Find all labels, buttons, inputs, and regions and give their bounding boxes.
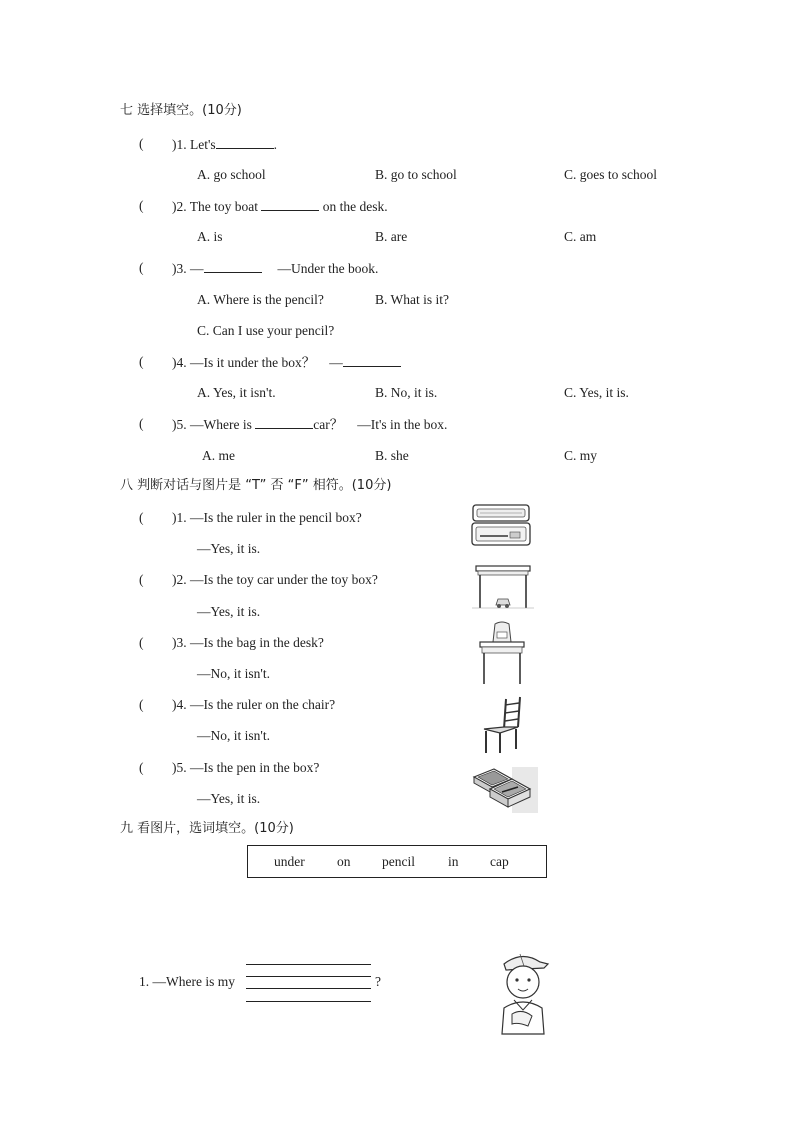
word-bank-item: cap — [490, 854, 509, 869]
q7-1-option-b[interactable]: B. go to school — [375, 167, 457, 182]
answer-blank[interactable] — [204, 260, 262, 273]
q8-4-question: )4. —Is the ruler on the chair? — [172, 697, 336, 712]
q8-5-bracket[interactable]: ( — [139, 760, 144, 775]
open-box-illustration — [472, 765, 538, 813]
q8-3-question: )3. —Is the bag in the desk? — [172, 635, 324, 650]
q7-4-option-b[interactable]: B. No, it is. — [375, 385, 438, 400]
q8-2-question: )2. —Is the toy car under the toy box? — [172, 572, 378, 587]
word-bank-item: on — [337, 854, 351, 869]
chair-illustration — [480, 695, 524, 755]
q7-4-stem: )4. —Is it under the box？ — — [172, 354, 401, 371]
q7-5-stem: )5. —Where is car？ —It's in the box. — [172, 417, 448, 432]
word-bank-item: pencil — [382, 854, 415, 869]
q7-1-bracket: ( — [139, 136, 144, 151]
writing-line[interactable] — [246, 976, 371, 977]
word-bank-box — [247, 845, 547, 878]
q7-3-option-a[interactable]: A. Where is the pencil? — [197, 292, 324, 307]
q7-4-option-a[interactable]: A. Yes, it isn't. — [197, 385, 276, 400]
q7-5-option-a[interactable]: A. me — [202, 448, 235, 463]
q7-3-option-b[interactable]: B. What is it? — [375, 292, 449, 307]
q7-5-option-b[interactable]: B. she — [375, 448, 409, 463]
q8-3-bracket[interactable]: ( — [139, 635, 144, 650]
q7-2-bracket: ( — [139, 198, 144, 213]
writing-line[interactable] — [246, 988, 371, 989]
q8-5-question: )5. —Is the pen in the box? — [172, 760, 320, 775]
q8-1-bracket[interactable]: ( — [139, 510, 144, 525]
q9-1-end: ? — [375, 974, 381, 989]
answer-blank[interactable] — [261, 198, 319, 211]
q7-2-option-b[interactable]: B. are — [375, 229, 408, 244]
q7-3-bracket: ( — [139, 260, 144, 275]
q8-1-question: )1. —Is the ruler in the pencil box? — [172, 510, 362, 525]
answer-blank[interactable] — [216, 136, 274, 149]
q7-4-option-c[interactable]: C. Yes, it is. — [564, 385, 629, 400]
boy-with-cap-illustration — [494, 950, 552, 1036]
q7-1-option-c[interactable]: C. goes to school — [564, 167, 657, 182]
answer-blank[interactable] — [255, 416, 313, 429]
table-toy-car-illustration — [472, 563, 534, 611]
q7-3-stem: )3. — —Under the book. — [172, 261, 379, 276]
q7-2-option-c[interactable]: C. am — [564, 229, 597, 244]
q8-5-answer: —Yes, it is. — [197, 791, 261, 806]
q8-2-bracket[interactable]: ( — [139, 572, 144, 587]
q7-3-option-c[interactable]: C. Can I use your pencil? — [197, 323, 335, 338]
q7-2-option-a[interactable]: A. is — [197, 229, 223, 244]
answer-blank[interactable] — [343, 354, 401, 367]
writing-line[interactable] — [246, 1001, 371, 1002]
q8-1-answer: —Yes, it is. — [197, 541, 261, 556]
word-bank-item: in — [448, 854, 459, 869]
desk-bag-illustration — [478, 620, 526, 686]
q7-1-stem: )1. Let's . — [172, 137, 278, 152]
q7-2-stem: )2. The toy boat on the desk. — [172, 199, 388, 214]
pencil-box-illustration — [470, 503, 532, 549]
q8-4-bracket[interactable]: ( — [139, 697, 144, 712]
q7-5-option-c[interactable]: C. my — [564, 448, 598, 463]
q7-5-bracket: ( — [139, 416, 144, 431]
writing-line[interactable] — [246, 964, 371, 965]
section-7-title: 七 选择填空。(10分) — [120, 103, 242, 118]
word-bank-item: under — [274, 854, 305, 869]
q8-2-answer: —Yes, it is. — [197, 604, 261, 619]
q9-1-question: 1. —Where is my — [139, 974, 235, 989]
q7-4-bracket: ( — [139, 354, 144, 369]
q8-4-answer: —No, it isn't. — [197, 728, 270, 743]
section-9-title: 九 看图片，选词填空。(10分) — [120, 821, 294, 836]
section-8-title: 八 判断对话与图片是 “T” 否 “F” 相符。(10分) — [120, 478, 392, 493]
q8-3-answer: —No, it isn't. — [197, 666, 270, 681]
q7-1-option-a[interactable]: A. go school — [197, 167, 266, 182]
